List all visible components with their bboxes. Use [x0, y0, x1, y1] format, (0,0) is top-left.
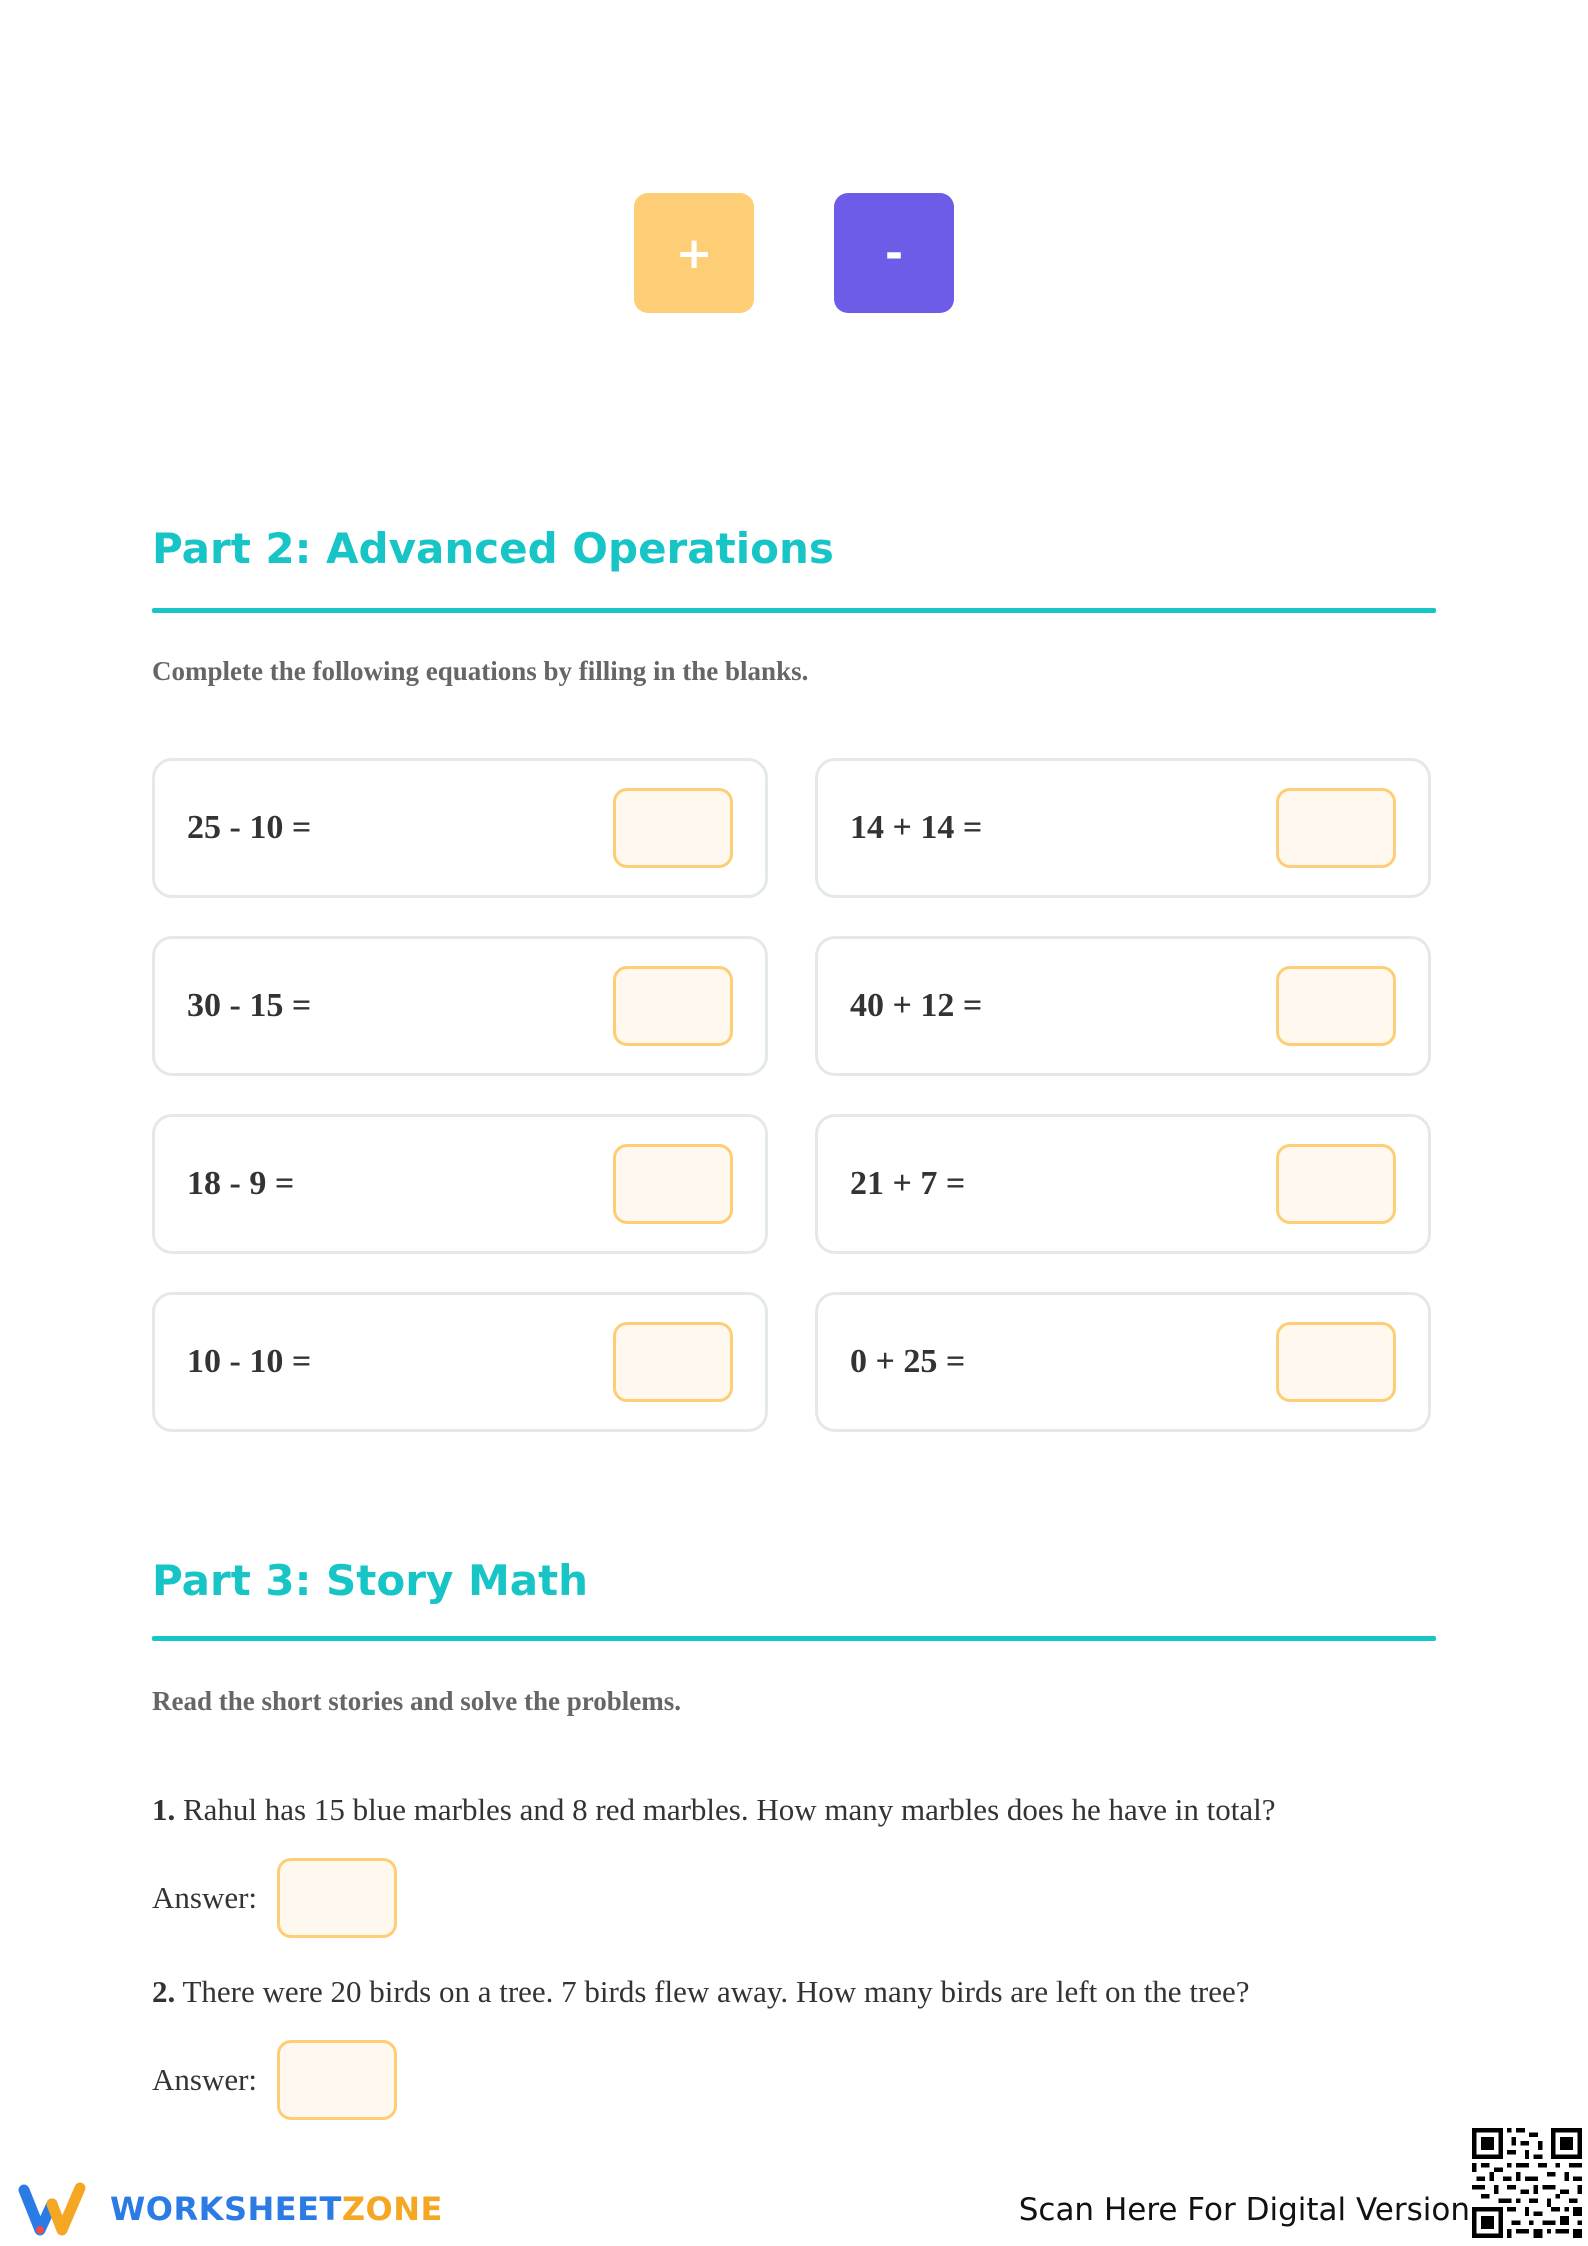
equation-card	[815, 1114, 1431, 1254]
logo-text	[110, 2190, 443, 2228]
answer-box[interactable]	[613, 1322, 733, 1402]
answer-box[interactable]	[1276, 788, 1396, 868]
equation-card	[152, 1114, 768, 1254]
story-problem-1	[152, 1792, 1275, 1828]
answer-label: Answer:	[152, 2062, 258, 2097]
answer-box[interactable]	[1276, 1322, 1396, 1402]
part2-divider	[152, 608, 1436, 613]
equation-text: 10 - 10 =	[187, 1343, 312, 1380]
logo-mark-icon	[18, 2180, 100, 2238]
logo-text-part1: WORKSHEET	[110, 2190, 342, 2228]
part3-divider	[152, 1636, 1436, 1641]
equation-card	[815, 936, 1431, 1076]
answer-box[interactable]	[1276, 1144, 1396, 1224]
story-problem-2	[152, 1974, 1250, 2010]
logo-text-part2: ZONE	[341, 2190, 443, 2228]
equation-text: 30 - 15 =	[187, 987, 312, 1024]
part2-title: Part 2: Advanced Operations	[152, 524, 834, 573]
equation-card	[815, 758, 1431, 898]
answer-box[interactable]	[1276, 966, 1396, 1046]
problem-text: There were 20 birds on a tree. 7 birds flew away. How many birds are left on the tree?	[182, 1974, 1250, 2009]
problem-text: Rahul has 15 blue marbles and 8 red marbles. How many marbles does he have in total?	[183, 1792, 1276, 1827]
answer-box[interactable]	[277, 1858, 397, 1938]
scan-text: Scan Here For Digital Version	[1018, 2192, 1470, 2228]
problem-number: 1.	[152, 1792, 176, 1827]
answer-box[interactable]	[277, 2040, 397, 2120]
equation-text: 18 - 9 =	[187, 1165, 295, 1202]
equation-text: 40 + 12 =	[850, 987, 983, 1024]
equation-text: 21 + 7 =	[850, 1165, 966, 1202]
part3-title: Part 3: Story Math	[152, 1556, 589, 1605]
qr-code-icon[interactable]	[1472, 2128, 1582, 2238]
minus-symbol: -	[884, 227, 904, 279]
part2-instruction: Complete the following equations by filling in the blanks.	[152, 656, 809, 686]
answer-box[interactable]	[613, 966, 733, 1046]
answer-row-2	[152, 2040, 397, 2120]
minus-tile	[834, 193, 954, 313]
equation-card	[152, 758, 768, 898]
equation-card	[152, 1292, 768, 1432]
equation-card	[815, 1292, 1431, 1432]
plus-symbol: +	[675, 227, 713, 279]
equation-text: 14 + 14 =	[850, 809, 983, 846]
answer-box[interactable]	[613, 1144, 733, 1224]
answer-label: Answer:	[152, 1880, 258, 1915]
answer-box[interactable]	[613, 788, 733, 868]
equation-text: 25 - 10 =	[187, 809, 312, 846]
worksheetzone-logo	[18, 2180, 443, 2238]
equation-card	[152, 936, 768, 1076]
problem-number: 2.	[152, 1974, 176, 2009]
answer-row-1	[152, 1858, 397, 1938]
part3-instruction: Read the short stories and solve the problems.	[152, 1686, 681, 1716]
plus-tile	[634, 193, 754, 313]
equation-text: 0 + 25 =	[850, 1343, 966, 1380]
